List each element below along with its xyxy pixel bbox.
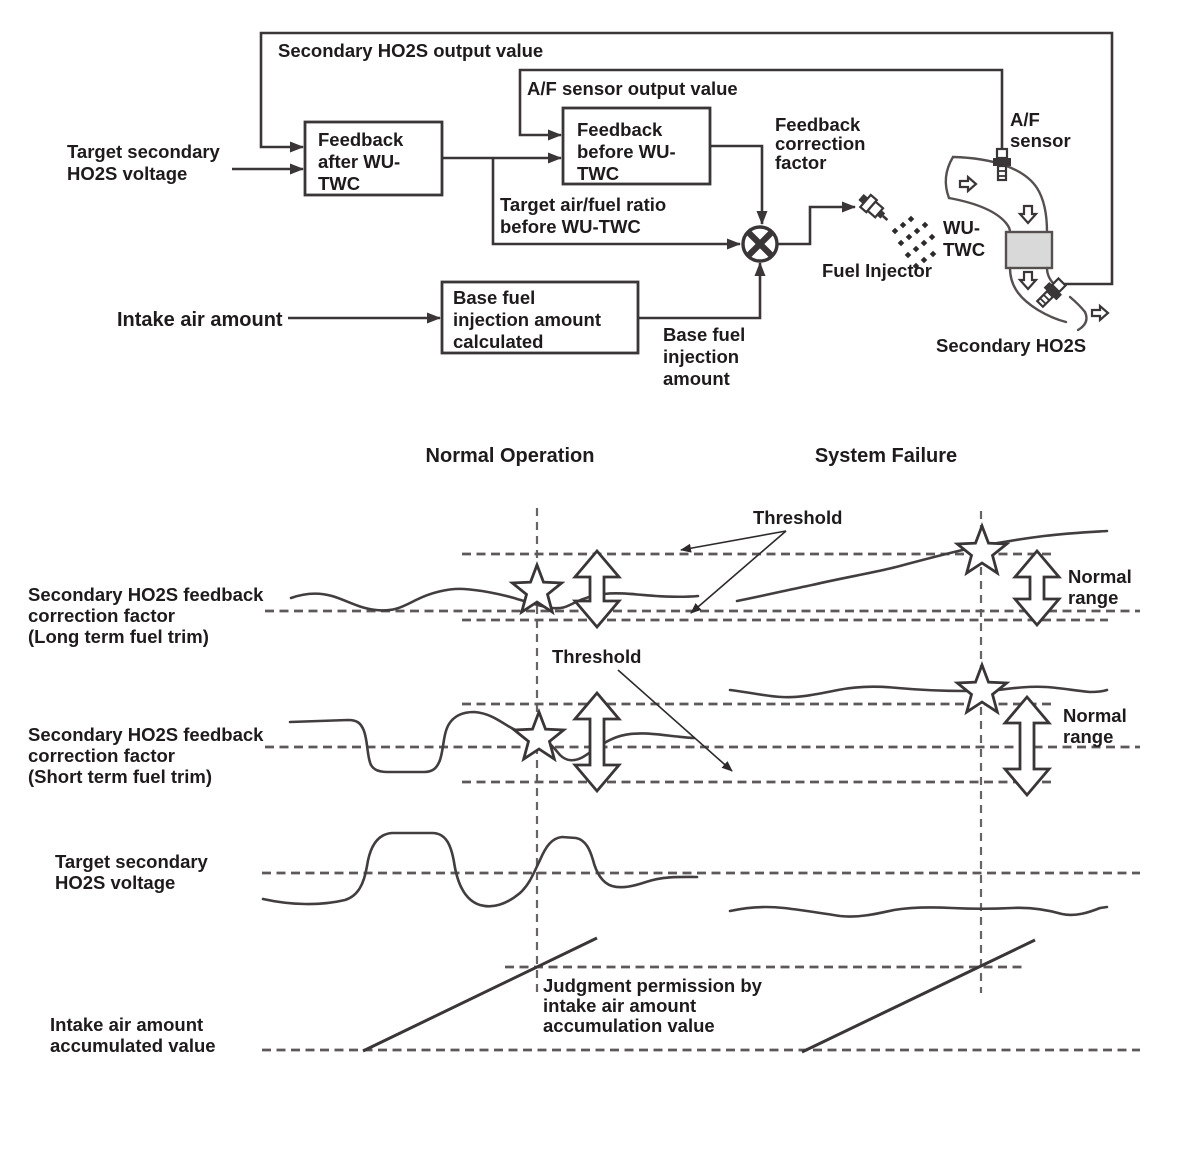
row2-label-line1: Secondary HO2S feedback xyxy=(28,724,264,745)
multiplier-to-injector-line xyxy=(777,207,855,244)
target-secondary-voltage-label-line1: Target secondary xyxy=(67,141,220,162)
feedback-before-line3: TWC xyxy=(577,163,620,184)
feedback-before-line1: Feedback xyxy=(577,119,663,140)
target-af-ratio-label-line1: Target air/fuel ratio xyxy=(500,194,667,215)
row1-normal-signal xyxy=(291,589,698,611)
feedback-before-line2: before WU- xyxy=(577,141,676,162)
double-arrow-row1-failure xyxy=(1015,551,1059,625)
judgment-permission-label-line1: Judgment permission by xyxy=(543,975,762,996)
flow-down-arrow-bottom-icon xyxy=(1020,272,1036,289)
af-sensor-label-line2: sensor xyxy=(1010,130,1071,151)
pipe-lower-inner-wall-b xyxy=(1070,297,1085,312)
row3-normal-signal xyxy=(263,833,697,906)
row2-normal-signal xyxy=(290,712,694,772)
base-fuel-amount-line xyxy=(638,263,760,318)
row1-label-line2: correction factor xyxy=(28,605,176,626)
header-system-failure: System Failure xyxy=(814,445,958,467)
row1-label-line3: (Long term fuel trim) xyxy=(28,626,209,647)
row-target-secondary-voltage xyxy=(55,833,1140,917)
target-af-ratio-label-line2: before WU-TWC xyxy=(500,216,641,237)
feedback-after-line2: after WU- xyxy=(318,151,401,172)
pipe-outlet-cut xyxy=(1078,312,1086,330)
row2-normal-range-label-line2: range xyxy=(1063,726,1114,747)
feedback-after-line3: TWC xyxy=(318,173,361,194)
row-long-term-fuel-trim xyxy=(28,507,1140,647)
af-sensor-icon xyxy=(993,149,1011,180)
secondary-ho2s-label: Secondary HO2S xyxy=(936,335,1087,356)
base-fuel-amount-label-line1: Base fuel xyxy=(663,324,746,345)
row3-failure-signal xyxy=(730,907,1107,917)
row1-normal-range-label-line2: range xyxy=(1068,587,1119,608)
fuel-injector-icon xyxy=(856,191,893,226)
feedback-correction-label-line3: factor xyxy=(775,152,827,173)
secondary-ho2s-output-label: Secondary HO2S output value xyxy=(278,40,544,61)
row1-threshold-arrow-upper xyxy=(681,531,786,550)
timing-chart-section xyxy=(28,445,1140,1056)
block-diagram-section xyxy=(67,33,1112,389)
base-fuel-amount-label-line2: injection xyxy=(663,346,740,367)
star-marker-row1-failure xyxy=(957,526,1006,573)
judgment-permission-label-line2: intake air amount xyxy=(543,995,697,1016)
feedback-correction-line xyxy=(710,146,762,224)
feedback-after-line1: Feedback xyxy=(318,129,404,150)
pipe-inlet-cut xyxy=(946,157,953,198)
exhaust-inlet-arrow-icon xyxy=(960,177,976,191)
row2-threshold-label: Threshold xyxy=(552,646,642,667)
feedback-correction-label-line1: Feedback xyxy=(775,114,861,135)
row1-label-line1: Secondary HO2S feedback xyxy=(28,584,264,605)
row2-label-line3: (Short term fuel trim) xyxy=(28,766,212,787)
header-normal-operation: Normal Operation xyxy=(425,445,595,467)
wu-twc-label-line2: TWC xyxy=(943,239,986,260)
row2-normal-range-label-line1: Normal xyxy=(1063,705,1127,726)
row4-failure-ramp xyxy=(802,940,1035,1052)
af-sensor-label-line1: A/F xyxy=(1010,109,1040,130)
row2-label-line2: correction factor xyxy=(28,745,176,766)
flow-down-arrow-top-icon xyxy=(1020,206,1036,223)
row1-threshold-label: Threshold xyxy=(753,507,843,528)
row-short-term-fuel-trim xyxy=(28,646,1140,795)
target-secondary-voltage-label-line2: HO2S voltage xyxy=(67,163,188,184)
base-fuel-calculated-line1: Base fuel xyxy=(453,287,536,308)
row4-label-line1: Intake air amount xyxy=(50,1014,204,1035)
row4-label-line2: accumulated value xyxy=(50,1035,216,1056)
double-arrow-row2-normal xyxy=(575,693,619,791)
base-fuel-calculated-line2: injection amount xyxy=(453,309,601,330)
feedback-correction-label-line2: correction xyxy=(775,133,866,154)
double-arrow-row1-normal xyxy=(575,551,619,627)
row1-normal-range-label-line1: Normal xyxy=(1068,566,1132,587)
fuel-injector-label: Fuel Injector xyxy=(822,260,932,281)
row3-label-line1: Target secondary xyxy=(55,851,208,872)
multiplier-icon xyxy=(743,227,777,261)
row2-failure-signal xyxy=(730,687,1107,697)
wu-twc-label-line1: WU- xyxy=(943,217,980,238)
exhaust-pipe-assembly xyxy=(936,109,1108,356)
base-fuel-amount-label-line3: amount xyxy=(663,368,730,389)
row-intake-air-accumulated xyxy=(50,938,1140,1056)
intake-air-amount-label: Intake air amount xyxy=(117,309,283,331)
exhaust-outlet-arrow-icon xyxy=(1092,306,1108,320)
judgment-permission-label-line3: accumulation value xyxy=(543,1015,715,1036)
row2-threshold-arrow xyxy=(618,670,732,771)
catalyst-icon xyxy=(1006,232,1052,268)
base-fuel-calculated-line3: calculated xyxy=(453,331,544,352)
row3-label-line2: HO2S voltage xyxy=(55,872,176,893)
af-sensor-output-label: A/F sensor output value xyxy=(527,78,738,99)
